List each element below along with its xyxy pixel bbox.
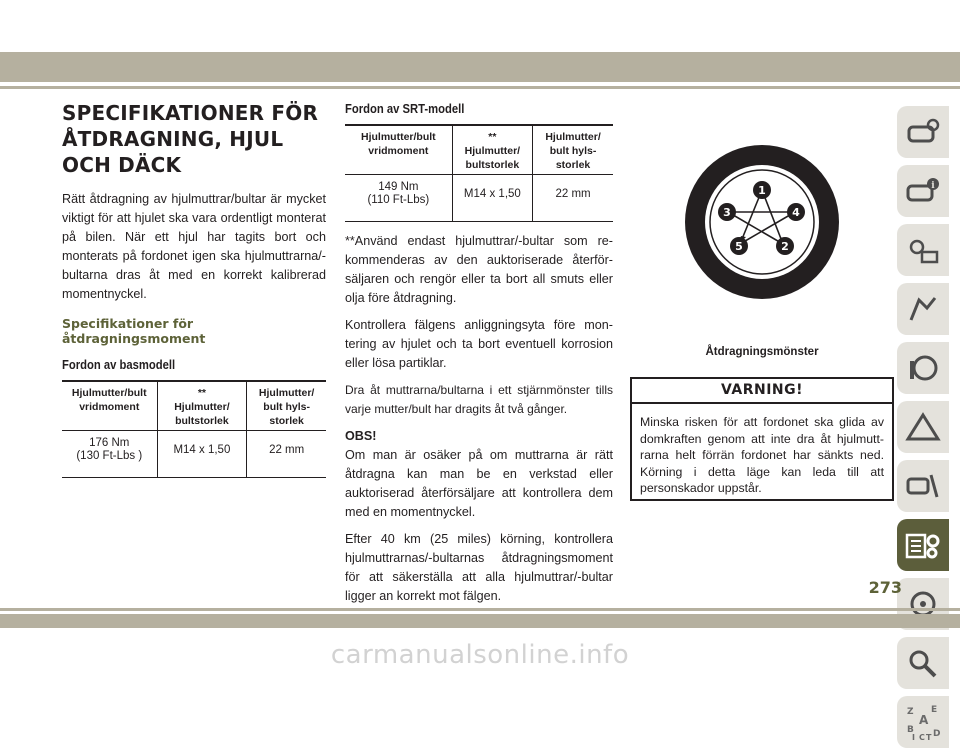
table-cell: 22 mm bbox=[533, 175, 613, 222]
tab-letter: E bbox=[931, 705, 938, 715]
torque-subheading: Specifikationer för åtdragningsmoment bbox=[62, 316, 206, 346]
body-paragraph: Efter 40 km (25 miles) körning, kontrollera hjulmuttrarnas/-bultarnas åtdragningsmoment för att säkerställa att alla hjulmuttrar/-bultar ligger an korrekt mot fälgen. bbox=[345, 532, 613, 603]
base-spec-table bbox=[62, 380, 326, 478]
warning-title: VARNING! bbox=[632, 379, 892, 404]
footer-rule bbox=[0, 608, 960, 611]
srt-spec-table bbox=[345, 124, 613, 222]
header-rule bbox=[0, 86, 960, 89]
servicing-tools-icon[interactable] bbox=[897, 460, 949, 512]
tab-letter: T bbox=[926, 733, 932, 742]
warning-lights-icon[interactable] bbox=[897, 224, 949, 276]
page-number: 273 bbox=[868, 578, 902, 597]
table-header: ** Hjulmutter/ bultstorlek bbox=[452, 125, 532, 175]
header-band bbox=[0, 52, 960, 82]
body-paragraph: **Använd endast hjulmuttrar/-bultar som rekommenderas av den auktoriserade återförsäljaren och rengör eller ta bort all smuts eller olja före åtdragning. bbox=[345, 234, 613, 305]
column-middle bbox=[345, 102, 613, 606]
table-cell: M14 x 1,50 bbox=[452, 175, 532, 222]
lug-number: 3 bbox=[723, 206, 731, 219]
svg-text:i: i bbox=[931, 181, 935, 191]
page-heading: SPECIFIKATIONER FÖR ÅTDRAGNING, HJUL OCH DÄCK bbox=[62, 101, 319, 177]
warning-box bbox=[630, 377, 894, 501]
body-paragraph: Dra åt muttrarna/bultarna i ett stjärnmönster tills varje mutter/bult har dragits åt två gånger. bbox=[345, 383, 613, 416]
lug-number: 4 bbox=[792, 206, 800, 219]
car-info-icon[interactable] bbox=[897, 165, 949, 217]
lug-number: 5 bbox=[735, 240, 743, 253]
table-header: Hjulmutter/bult vridmoment bbox=[62, 381, 157, 431]
note-paragraph: Om man är osäker på om muttrarna är rätt åtdragna kan man be en verkstad eller auktoriserad återförsäljare att kontrollera dem med en momentnyckel. bbox=[345, 448, 613, 519]
tightening-pattern-figure bbox=[628, 142, 896, 372]
lug-number: 2 bbox=[781, 240, 789, 253]
tab-letter: Z bbox=[907, 707, 914, 717]
table-header: Hjulmutter/ bult hylsstorlek bbox=[247, 381, 326, 431]
tab-letter: C bbox=[919, 733, 925, 742]
car-interior-icon[interactable] bbox=[897, 106, 949, 158]
table-cell: 22 mm bbox=[247, 431, 326, 478]
table-cell: 176 Nm (130 Ft-Lbs ) bbox=[76, 437, 143, 462]
specifications-gears-icon[interactable] bbox=[897, 519, 949, 571]
lug-number: 1 bbox=[758, 184, 766, 197]
safety-airbag-icon[interactable] bbox=[897, 283, 949, 335]
tab-letter: A bbox=[919, 713, 929, 727]
warning-text: Minska risken för att fordonet ska glida av domkraften genom att inte dra åt hjulmuttrarna helt förrän fordonet har sänkts ned. Körning i detta läge kan leda till att personskador uppstår. bbox=[640, 415, 884, 495]
starting-driving-icon[interactable] bbox=[897, 342, 949, 394]
note-title: OBS! bbox=[345, 429, 377, 443]
base-model-title: Fordon av basmodell bbox=[62, 358, 176, 372]
table-cell: 149 Nm (110 Ft-Lbs) bbox=[367, 181, 430, 206]
watermark: carmanualsonline.info bbox=[330, 640, 630, 670]
language-letters-icon[interactable] bbox=[897, 696, 949, 748]
table-header: Hjulmutter/ bult hylsstorlek bbox=[533, 125, 613, 175]
column-left bbox=[62, 100, 326, 478]
emergency-triangle-icon[interactable] bbox=[897, 401, 949, 453]
tab-letter: D bbox=[933, 729, 941, 739]
figure-caption: Åtdragningsmönster bbox=[705, 346, 819, 358]
table-header: Hjulmutter/bult vridmoment bbox=[345, 125, 452, 175]
footer-band bbox=[0, 614, 960, 628]
wheel-diagram bbox=[628, 142, 896, 332]
table-cell: M14 x 1,50 bbox=[157, 431, 247, 478]
tab-letter: I bbox=[912, 733, 915, 742]
intro-paragraph: Rätt åtdragning av hjulmuttrar/bultar är mycket viktigt för att hjulet ska vara ordentligt monterat på bilen. När ett hjul har tagits bort och monterats på fordonet igen ska hjulmuttrarna/-bultarna dras åt med en korrekt kalibrerad momentnyckel. bbox=[62, 192, 326, 301]
body-paragraph: Kontrollera fälgens anliggningsyta före montering av hjulet och ta bort eventuell korrosion eller lösa partiklar. bbox=[345, 318, 613, 370]
tab-letter: B bbox=[907, 725, 914, 735]
srt-model-title: Fordon av SRT-modell bbox=[345, 102, 465, 116]
table-header: ** Hjulmutter/ bultstorlek bbox=[157, 381, 247, 431]
